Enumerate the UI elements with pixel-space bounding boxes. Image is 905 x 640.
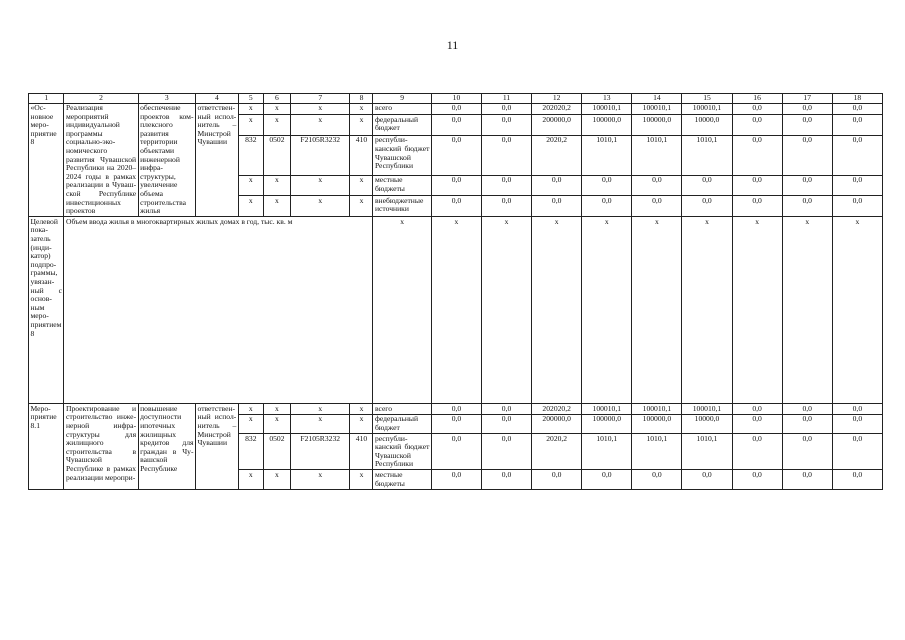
amount-cell: 0,0 — [832, 103, 882, 115]
amount-cell: 1010,1 — [682, 135, 732, 175]
amount-cell: 10000,0 — [682, 414, 732, 433]
target-article-code: x — [290, 175, 350, 196]
amount-cell: 10000,0 — [682, 115, 732, 136]
target-article-code: x — [290, 470, 350, 489]
target-article-code: x — [290, 404, 350, 415]
indicator-value: x — [632, 217, 682, 404]
funding-source: всего — [373, 404, 431, 415]
main-event-8-event-description: Реализация мероприятий индивидуальной программы социально-экономического развития Чувашской Республики на 2020–2024 годы в рамках реализации в Чувашской Республике инвестиционных проектов — [65, 103, 137, 216]
amount-cell: 1010,1 — [682, 434, 732, 470]
target-article-code: F2105R3232 — [290, 135, 350, 175]
amount-cell: 0,0 — [782, 175, 832, 196]
section-code: 0502 — [263, 135, 290, 175]
amount-cell: 0,0 — [532, 175, 582, 196]
section-code: x — [263, 404, 290, 415]
indicator-value: x — [682, 217, 732, 404]
target-indicator-label: Целевой показатель (индикатор) подпрограммы, увязанный с основным мероприятием 8 — [29, 217, 64, 404]
amount-cell: 100010,1 — [632, 404, 682, 415]
target-indicator-row — [29, 217, 883, 404]
indicator-value: x — [732, 217, 782, 404]
amount-cell: 0,0 — [832, 175, 882, 196]
target-article-code: x — [290, 196, 350, 217]
amount-cell: 100010,1 — [632, 103, 682, 115]
grbs-code: x — [238, 103, 263, 115]
amount-cell: 0,0 — [482, 175, 532, 196]
amount-cell: 0,0 — [732, 470, 782, 489]
column-header: 5 — [238, 94, 263, 104]
amount-cell: 2020,2 — [532, 135, 582, 175]
expense-type-code: x — [350, 414, 373, 433]
amount-cell: 0,0 — [682, 470, 732, 489]
amount-cell: 0,0 — [832, 135, 882, 175]
column-header: 1 — [29, 94, 64, 104]
amount-cell: 0,0 — [632, 196, 682, 217]
column-header: 6 — [263, 94, 290, 104]
amount-cell: 0,0 — [732, 414, 782, 433]
indicator-value: x — [431, 217, 481, 404]
amount-cell: 0,0 — [732, 175, 782, 196]
amount-cell: 0,0 — [832, 196, 882, 217]
amount-cell: 1010,1 — [632, 434, 682, 470]
expense-type-code: x — [350, 115, 373, 136]
section-code: x — [263, 175, 290, 196]
amount-cell: 0,0 — [582, 175, 632, 196]
funding-source: местные бюджеты — [373, 175, 431, 196]
section-code: x — [263, 414, 290, 433]
amount-cell: 0,0 — [832, 434, 882, 470]
amount-cell: 0,0 — [431, 414, 481, 433]
section-code: x — [263, 470, 290, 489]
target-article-code: F2105R3232 — [290, 434, 350, 470]
amount-cell: 100010,1 — [582, 103, 632, 115]
amount-cell: 0,0 — [582, 470, 632, 489]
amount-cell: 0,0 — [482, 135, 532, 175]
expense-type-code: x — [350, 196, 373, 217]
amount-cell: 100010,1 — [682, 103, 732, 115]
amount-cell: 0,0 — [782, 115, 832, 136]
column-header: 17 — [782, 94, 832, 104]
amount-cell: 2020,2 — [532, 434, 582, 470]
target-article-code: x — [290, 115, 350, 136]
bottom-rule — [29, 489, 883, 490]
amount-cell: 1010,1 — [582, 135, 632, 175]
amount-cell: 0,0 — [431, 196, 481, 217]
funding-source: федеральный бюджет — [373, 414, 431, 433]
column-header: 16 — [732, 94, 782, 104]
amount-cell: 0,0 — [832, 404, 882, 415]
funding-source: республиканский бюджет Чувашской Республики — [374, 433, 430, 469]
bottom-border — [29, 489, 883, 490]
amount-cell: 100010,1 — [582, 404, 632, 415]
grbs-code: x — [238, 175, 263, 196]
amount-cell: 0,0 — [732, 434, 782, 470]
column-header: 9 — [373, 94, 431, 104]
amount-cell: 0,0 — [482, 404, 532, 415]
amount-cell: 0,0 — [832, 470, 882, 489]
header-row — [29, 94, 883, 104]
grbs-code: x — [238, 404, 263, 415]
indicator-value: x — [532, 217, 582, 404]
grbs-code: x — [238, 414, 263, 433]
amount-cell: 0,0 — [482, 470, 532, 489]
amount-cell: 0,0 — [782, 434, 832, 470]
amount-cell: 0,0 — [482, 196, 532, 217]
amount-cell: 0,0 — [532, 470, 582, 489]
amount-cell: 0,0 — [832, 414, 882, 433]
section-code: 0502 — [263, 434, 290, 470]
amount-cell: 0,0 — [832, 115, 882, 136]
grbs-code: 832 — [238, 434, 263, 470]
indicator-value: x — [373, 217, 431, 404]
amount-cell: 0,0 — [431, 175, 481, 196]
expense-type-code: x — [350, 103, 373, 115]
column-header: 14 — [632, 94, 682, 104]
grbs-code: x — [238, 115, 263, 136]
amount-cell: 0,0 — [431, 434, 481, 470]
amount-cell: 0,0 — [582, 196, 632, 217]
funding-source: всего — [373, 103, 431, 115]
amount-cell: 0,0 — [732, 196, 782, 217]
expense-type-code: x — [350, 404, 373, 415]
amount-cell: 0,0 — [431, 404, 481, 415]
target-article-code: x — [290, 414, 350, 433]
main-event-8-event-name: «Основное мероприятие 8 — [29, 103, 64, 217]
amount-cell: 0,0 — [482, 434, 532, 470]
column-header: 13 — [582, 94, 632, 104]
amount-cell: 0,0 — [682, 196, 732, 217]
amount-cell: 0,0 — [482, 115, 532, 136]
grbs-code: x — [238, 470, 263, 489]
amount-cell: 100000,0 — [632, 414, 682, 433]
column-header: 10 — [431, 94, 481, 104]
column-header: 4 — [196, 94, 239, 104]
amount-cell: 0,0 — [732, 115, 782, 136]
amount-cell: 0,0 — [431, 115, 481, 136]
column-header: 18 — [832, 94, 882, 104]
expense-type-code: 410 — [350, 135, 373, 175]
amount-cell: 100000,0 — [582, 115, 632, 136]
amount-cell: 0,0 — [782, 103, 832, 115]
amount-cell: 200000,0 — [532, 115, 582, 136]
expense-type-code: 410 — [350, 434, 373, 470]
amount-cell: 0,0 — [431, 135, 481, 175]
main-event-8-task: обеспечение проектов комплексного развития территории объектами инженерной инфраструктуры, увеличение объема строительства жилья — [140, 103, 194, 216]
funding-source: республиканский бюджет Чувашской Республики — [373, 135, 431, 175]
amount-cell: 0,0 — [632, 175, 682, 196]
event-8-1-event-name: Мероприятие 8.1 — [29, 404, 64, 489]
column-header: 8 — [350, 94, 373, 104]
amount-cell: 0,0 — [482, 414, 532, 433]
event-8-1-row — [29, 404, 883, 415]
amount-cell: 200000,0 — [532, 414, 582, 433]
table-body — [29, 94, 883, 490]
event-8-1-event-description: Проектирование и строительство инженерной инфраструктуры для жилищного строительства в Чувашской Республике в рамках реализации меропри- — [64, 404, 138, 489]
target-indicator-text: Объем ввода жилья в многоквартирных жилых домах в год, тыс. кв. м — [64, 217, 373, 404]
section-code: x — [263, 115, 290, 136]
amount-cell: 202020,2 — [532, 404, 582, 415]
expense-type-code: x — [350, 470, 373, 489]
amount-cell: 0,0 — [782, 414, 832, 433]
amount-cell: 1010,1 — [632, 135, 682, 175]
indicator-value: x — [782, 217, 832, 404]
amount-cell: 100000,0 — [582, 414, 632, 433]
grbs-code: 832 — [238, 135, 263, 175]
main-event-8-row — [29, 103, 883, 115]
amount-cell: 0,0 — [682, 175, 732, 196]
indicator-value: x — [832, 217, 882, 404]
amount-cell: 0,0 — [782, 404, 832, 415]
amount-cell: 0,0 — [532, 196, 582, 217]
page-number: 11 — [446, 38, 459, 52]
amount-cell: 0,0 — [782, 135, 832, 175]
amount-cell: 100000,0 — [632, 115, 682, 136]
amount-cell: 0,0 — [431, 103, 481, 115]
funding-source: внебюджетные источники — [373, 196, 431, 217]
amount-cell: 0,0 — [732, 404, 782, 415]
section-code: x — [263, 196, 290, 217]
amount-cell: 202020,2 — [532, 103, 582, 115]
amount-cell: 0,0 — [732, 103, 782, 115]
column-header: 3 — [138, 94, 195, 104]
section-code: x — [263, 103, 290, 115]
amount-cell: 0,0 — [732, 135, 782, 175]
amount-cell: 0,0 — [782, 470, 832, 489]
grbs-code: x — [238, 196, 263, 217]
column-header: 15 — [682, 94, 732, 104]
amount-cell: 0,0 — [782, 196, 832, 217]
main-event-8-executor: ответственный исполнитель – Минстрой Чувашии — [196, 103, 239, 217]
amount-cell: 0,0 — [632, 470, 682, 489]
column-header: 12 — [532, 94, 582, 104]
amount-cell: 100010,1 — [682, 404, 732, 415]
amount-cell: 0,0 — [482, 103, 532, 115]
event-8-1-task: повышение доступности ипотечных жилищных кредитов для граждан в Чувашской Республике — [138, 404, 195, 489]
expense-type-code: x — [350, 175, 373, 196]
event-8-1-executor: ответственный исполнитель – Минстрой Чувашии — [196, 404, 239, 489]
funding-source: местные бюджеты — [373, 470, 431, 489]
column-header: 2 — [64, 94, 138, 104]
budget-table — [28, 93, 883, 490]
amount-cell: 1010,1 — [582, 434, 632, 470]
amount-cell: 0,0 — [431, 470, 481, 489]
indicator-value: x — [482, 217, 532, 404]
target-article-code: x — [290, 103, 350, 115]
funding-source: федеральный бюджет — [373, 115, 431, 136]
column-header: 11 — [482, 94, 532, 104]
column-header: 7 — [290, 94, 350, 104]
indicator-value: x — [582, 217, 632, 404]
